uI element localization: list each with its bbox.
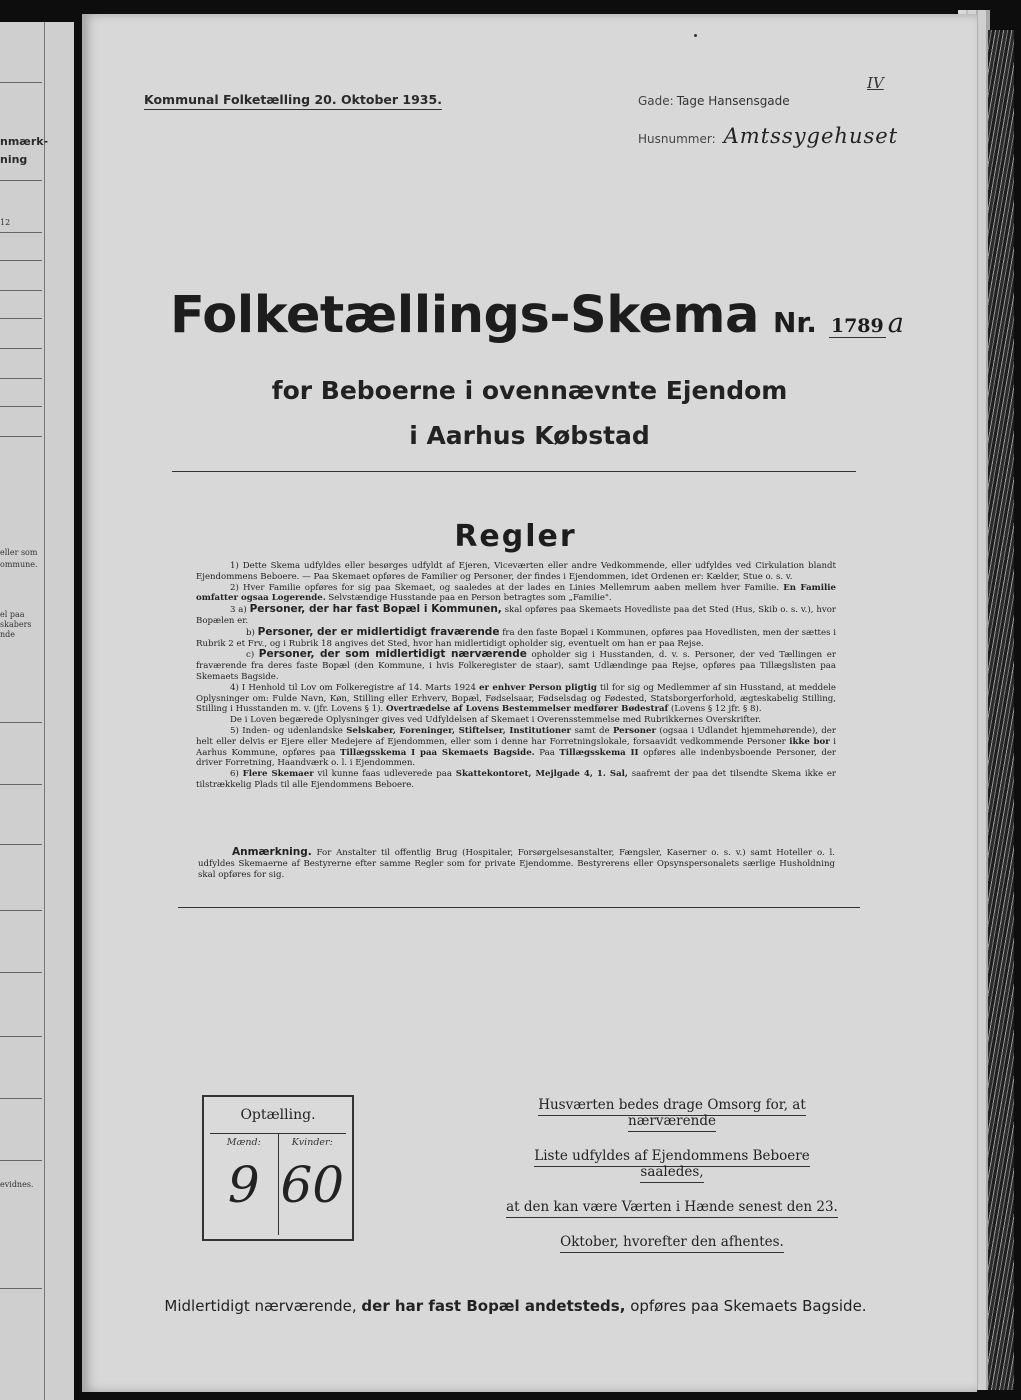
street-row [638, 94, 898, 108]
remark-text: For Anstalter til offentlig Brug (Hospitaler, Forsørgelsesanstalter, Fængsler, Kaserner o. s. v.) samt Hoteller o. l. udfyldes Skemaerne af Bestyrerne efter samme Regler som for private Ejendomme. Bestyrerens eller Opsynspersonalets særlige Husholdning skal opføres for sig. [198, 848, 835, 880]
left-fragment: ommune. [0, 560, 38, 569]
women-count: 60 [280, 1156, 345, 1214]
form-subtitle: for Beboerne i ovennævnte Ejendom [271, 376, 788, 405]
left-rule [0, 290, 42, 291]
rule-4-note: De i Loven begærede Oplysninger gives ved Udfyldelsen af Skemaet i Overensstemmelse med Rubrikkernes Overskrifter. [230, 715, 761, 726]
rule-2: 2) Hver Familie opføres for sig paa Skemaet, og saaledes at der lades en Linies Mellemrum aaben mellem hver Familie. En Familie omfatter ogsaa Logerende. Selvstændige Husstande paa en Person betragtes som „Familie". [196, 582, 836, 604]
rule-1: 1) Dette Skema udfyldes eller besørges udfyldt af Ejeren, Viceværten eller andre Vedkommende, eller udfyldes ved Cirkulation blandt Ejendommens Beboere. — Paa Skemaet opføres de Familier og Personer, der findes i Ejendommen, idet Ordenen er: Kælder, Stue o. s. v. [196, 561, 836, 582]
left-fragment: ning [0, 153, 28, 166]
census-heading: Kommunal Folketælling 20. Oktober 1935. [144, 92, 442, 110]
count-grid [210, 1133, 346, 1235]
notice-line: Liste udfyldes af Ejendommens Beboere saaledes, [534, 1148, 810, 1183]
remark-paragraph [198, 847, 835, 880]
left-rule [0, 784, 42, 785]
left-fragment: nmærk- [0, 135, 49, 148]
notice-line: at den kan være Værten i Hænde senest den 23. [506, 1199, 838, 1218]
rules-heading: Regler [454, 519, 577, 554]
left-rule [0, 1160, 42, 1161]
left-rule [0, 972, 42, 973]
rule-5: 5) Inden- og udenlandske Selskaber, Foreninger, Stiftelser, Institutioner samt de Personer (ogsaa i Udlandet hjemmehørende), der helt eller delvis er Ejere eller Medejere af Ejendommen, eller som i denne har Forretningslokale, forsaavidt vedkommende Personer ikke bor i Aarhus Kommune, opføres paa Tillægsskema I paa Skemaets Bagside. Paa Tillægsskema II opføres alle indenbysboende Personer, der driver Forretning, Haandværk o. l. i Ejendommen. [196, 725, 837, 769]
form-number-label: Nr. [772, 306, 817, 339]
rule-3b: b) Personer, der er midlertidigt fraværende fra den faste Bopæl i Kommunen, opføres paa Hovedlisten, men der sættes i Rubrik 2 et Frv., og i Rubrik 18 angives det Sted, hvor han midlertidigt opholder sig, eventuelt om han er paa Rejse. [196, 625, 837, 649]
rule-3c: c) Personer, der som midlertidigt nærværende opholder sig i Husstanden, d. v. s. Personer, der ved Tællingen er fraværende fra deres faste Bopæl (den Kommune, i hvis Folkeregister de staar), samt Udlændinge paa Rejse, opføres paa Tillægslisten paa Skemaets Bagside. [196, 648, 836, 682]
left-page-sliver [0, 22, 74, 1400]
left-rule [0, 1036, 42, 1037]
address-block [638, 94, 898, 164]
men-count: 9 [227, 1156, 260, 1214]
rule-4: 4) I Henhold til Lov om Folkeregistre af 14. Marts 1924 er enhver Person pligtig til for sig og Medlemmer af sin Husstand, at meddele Oplysninger om: Fulde Navn, Køn, Stilling eller Erhverv, Bopæl, Fødselsaar, Fødselsdag og Fødested, Statsborgerforhold, ægteskabelig Stilling, Stilling i Husstanden m. v. (jfr. Lovens § 1). Overtrædelse af Lovens Bestemmelser medfører Bødestraf (Lovens § 12 jfr. § 8). [196, 682, 836, 715]
house-number-label: Husnummer: [638, 132, 716, 146]
rules-text [196, 561, 836, 791]
street-value: Tage Hansensgade [676, 94, 790, 108]
women-label: Kvinder: [291, 1137, 333, 1148]
men-column [210, 1134, 278, 1235]
form-number-value: 1789 [830, 315, 884, 337]
rule-6: 6) Flere Skemaer vil kunne faas udleverede paa Skattekontoret, Mejlgade 4, 1. Sal, saafremt der paa det tilsendte Skema ikke er tilstrækkelig Plads til alle Ejendommens Beboere. [196, 769, 837, 790]
count-title: Optælling. [240, 1107, 316, 1123]
left-rule [0, 436, 42, 437]
house-number-handwritten: Amtssygehuset [723, 124, 899, 148]
footer-note: Midlertidigt nærværende, der har fast Bopæl andetsteds, opføres paa Skemaets Bagside. [164, 1297, 867, 1315]
left-rule [0, 180, 42, 181]
left-rule [0, 722, 42, 723]
left-fragment: eller som [0, 548, 38, 557]
rule-3a: 3 a) Personer, der har fast Bopæl i Kommunen, skal opføres paa Skemaets Hovedliste paa det Sted (Hus, Skib o. s. v.), hvor Bopælen er. [196, 603, 836, 626]
divider [178, 907, 860, 908]
left-rule [0, 378, 42, 379]
notice-line: Husværten bedes drage Omsorg for, at nærværende [538, 1097, 806, 1132]
count-box [202, 1095, 354, 1241]
left-page-border [44, 22, 45, 1400]
form-number-suffix: a [887, 308, 904, 339]
remark-lead: Anmærkning. [232, 846, 312, 858]
men-label: Mænd: [226, 1137, 261, 1148]
roman-numeral-mark: IV [867, 74, 884, 92]
census-form-page [82, 14, 977, 1392]
landlord-notice [502, 1097, 842, 1269]
street-label: Gade: [638, 94, 674, 108]
left-rule [0, 318, 42, 319]
ink-dot [694, 34, 697, 37]
left-rule [0, 82, 42, 83]
left-fragment: 12 [0, 218, 11, 227]
left-rule [0, 910, 42, 911]
left-rule [0, 348, 42, 349]
left-rule [0, 1288, 42, 1289]
left-rule [0, 406, 42, 407]
left-rule [0, 1098, 42, 1099]
divider [172, 471, 856, 472]
left-fragment: evidnes. [0, 1180, 34, 1189]
left-rule [0, 232, 42, 233]
house-number-row [638, 124, 898, 148]
form-title-line [170, 286, 904, 345]
women-column [278, 1134, 347, 1235]
left-fragment: el paa [0, 610, 25, 619]
left-fragment: nde [0, 630, 16, 639]
form-title: Folketællings-Skema [170, 286, 759, 345]
notice-line: Oktober, hvorefter den afhentes. [560, 1234, 784, 1253]
form-subtitle-city: i Aarhus Købstad [409, 421, 650, 450]
left-rule [0, 844, 42, 845]
marbled-cover-edge [988, 30, 1014, 1390]
left-fragment: skabers [0, 620, 32, 629]
left-rule [0, 260, 42, 261]
